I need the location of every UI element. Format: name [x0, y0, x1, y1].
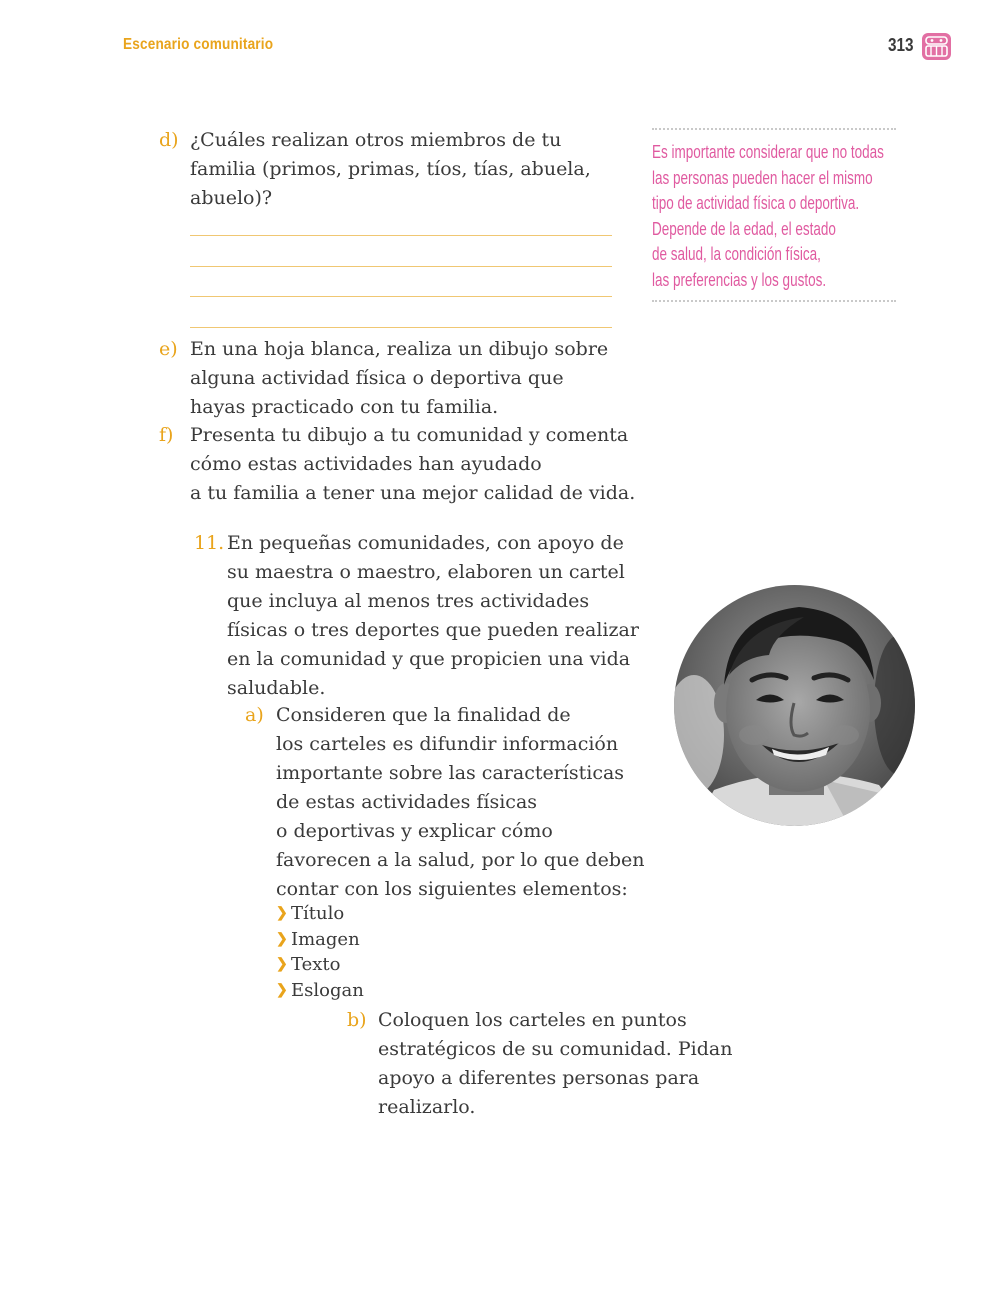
activity-11-b-text	[378, 1006, 732, 1122]
text-line: o deportivas y explicar cómo	[276, 820, 553, 842]
list-item-label: Imagen	[291, 928, 360, 950]
bullet-arrow-icon: ❯	[276, 905, 288, 921]
community-book-icon	[922, 33, 951, 60]
note-line: las preferencias y los gustos.	[652, 269, 827, 290]
note-line: tipo de actividad física o deportiva.	[652, 193, 860, 213]
text-line: abuelo)?	[190, 187, 273, 209]
activity-11-b-marker: b)	[347, 1009, 367, 1031]
text-line: En pequeñas comunidades, con apoyo de	[227, 532, 624, 554]
text-line: en la comunidad y que propicien una vida	[227, 648, 631, 670]
text-line: físicas o tres deportes que pueden realizar	[227, 619, 639, 641]
question-e-marker: e)	[159, 338, 178, 360]
bullet-arrow-icon: ❯	[276, 956, 288, 972]
question-e-text	[190, 335, 608, 422]
list-item	[276, 901, 364, 927]
question-f-marker: f)	[159, 424, 174, 446]
activity-11-a-marker: a)	[245, 704, 264, 726]
text-line: importante sobre las características	[276, 762, 625, 784]
text-line: realizarlo.	[378, 1096, 476, 1118]
answer-line-1[interactable]	[190, 235, 612, 236]
poster-elements-list	[276, 901, 364, 1003]
side-note-text	[652, 140, 884, 293]
text-line: Consideren que la finalidad de	[276, 704, 571, 726]
note-line: Es importante considerar que no todas	[652, 142, 884, 162]
bullet-arrow-icon: ❯	[276, 930, 288, 947]
text-line: favorecen a la salud, por lo que deben	[276, 849, 645, 871]
question-d-marker: d)	[159, 129, 179, 151]
text-line: saludable.	[227, 677, 326, 699]
text-line: estratégicos de su comunidad. Pidan	[378, 1038, 733, 1060]
list-item-label: Texto	[291, 954, 341, 975]
list-item	[276, 978, 364, 1004]
activity-11-text	[227, 529, 639, 703]
text-line: apoyo a diferentes personas para	[378, 1067, 700, 1089]
text-line: familia (primos, primas, tíos, tías, abuela,	[190, 158, 591, 180]
list-item	[276, 927, 364, 953]
activity-11-marker: 11.	[194, 532, 225, 554]
text-line: contar con los siguientes elementos:	[276, 878, 628, 900]
bullet-arrow-icon: ❯	[276, 981, 288, 998]
answer-line-4[interactable]	[190, 327, 612, 328]
note-line: Depende de la edad, el estado	[652, 218, 836, 239]
list-item-label: Eslogan	[291, 979, 364, 1001]
text-line: a tu familia a tener una mejor calidad de vida.	[190, 482, 636, 504]
text-line: que incluya al menos tres actividades	[227, 590, 590, 612]
text-line: de estas actividades físicas	[276, 791, 538, 813]
text-line: cómo estas actividades han ayudado	[190, 453, 542, 475]
portrait-illustration	[674, 585, 915, 826]
smiling-boy-photo	[674, 585, 915, 826]
text-line: hayas practicado con tu familia.	[190, 396, 499, 418]
text-line: En una hoja blanca, realiza un dibujo sobre	[190, 338, 609, 360]
question-f-text	[190, 421, 635, 508]
side-note	[652, 128, 896, 302]
section-title: Escenario comunitario	[123, 36, 274, 53]
question-d-text	[190, 126, 591, 213]
note-line: de salud, la condición física,	[652, 244, 821, 264]
answer-line-3[interactable]	[190, 296, 612, 297]
text-line: alguna actividad física o deportiva que	[190, 367, 564, 389]
text-line: los carteles es difundir información	[276, 733, 619, 755]
activity-11-a-text	[276, 701, 644, 904]
text-line: Presenta tu dibujo a tu comunidad y comenta	[190, 424, 629, 446]
list-item	[276, 952, 364, 978]
text-line: su maestra o maestro, elaboren un cartel	[227, 561, 625, 583]
text-line: Coloquen los carteles en puntos	[378, 1009, 687, 1031]
note-line: las personas pueden hacer el mismo	[652, 167, 873, 188]
page-number: 313	[888, 35, 914, 55]
answer-line-2[interactable]	[190, 266, 612, 267]
list-item-label: Título	[291, 903, 345, 924]
text-line: ¿Cuáles realizan otros miembros de tu	[190, 129, 562, 151]
